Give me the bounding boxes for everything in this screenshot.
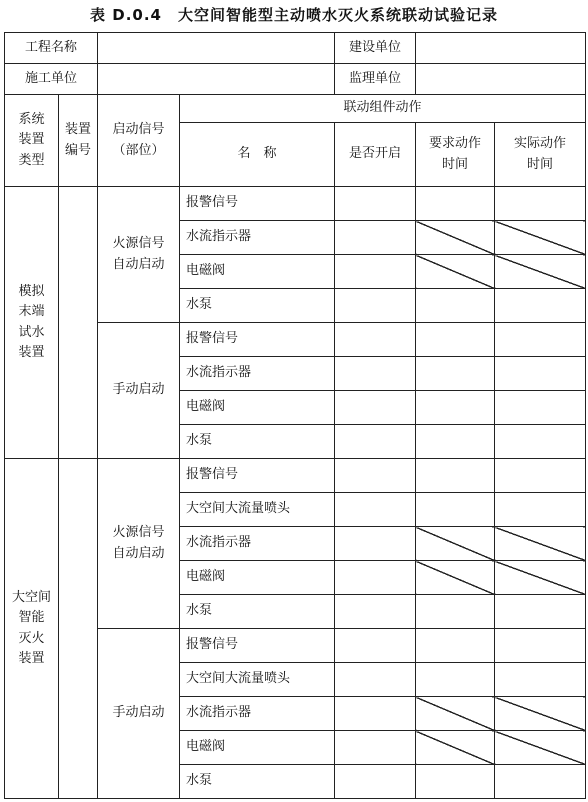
opened-cell[interactable]	[335, 765, 416, 799]
start-signal-cell	[98, 629, 180, 799]
header-line: 编号	[64, 142, 91, 158]
signal-line: 自动启动	[112, 256, 165, 272]
opened-cell[interactable]	[335, 255, 416, 289]
required-time-cell[interactable]	[416, 663, 495, 697]
component-name: 水流指示器	[180, 221, 335, 255]
header-line: 装置	[64, 122, 91, 138]
device-no-cell[interactable]	[59, 459, 98, 799]
required-time-cell[interactable]	[416, 323, 495, 357]
opened-cell[interactable]	[335, 629, 416, 663]
actual-time-cell-na	[495, 255, 586, 289]
opened-cell[interactable]	[335, 357, 416, 391]
actual-time-cell-na	[495, 731, 586, 765]
header-line: 实际动作	[513, 136, 566, 152]
component-name: 水泵	[180, 425, 335, 459]
actual-time-cell-na	[495, 561, 586, 595]
project-name-value[interactable]	[98, 33, 335, 64]
actual-time-cell[interactable]	[495, 323, 586, 357]
build-unit-label: 建设单位	[335, 33, 416, 64]
type-line: 智能	[18, 610, 45, 626]
required-time-cell[interactable]	[416, 425, 495, 459]
opened-cell[interactable]	[335, 289, 416, 323]
signal-line: 手动启动	[112, 705, 165, 721]
actual-time-cell-na	[495, 527, 586, 561]
actual-time-cell[interactable]	[495, 187, 586, 221]
component-name: 报警信号	[180, 629, 335, 663]
component-name: 电磁阀	[180, 255, 335, 289]
component-name: 水泵	[180, 595, 335, 629]
linkage-group-header: 联动组件动作	[180, 95, 586, 123]
construction-unit-value[interactable]	[98, 64, 335, 95]
actual-time-header	[495, 123, 586, 187]
type-line: 末端	[18, 304, 45, 320]
system-type-cell	[5, 187, 59, 459]
actual-time-cell[interactable]	[495, 765, 586, 799]
required-time-cell[interactable]	[416, 187, 495, 221]
opened-cell[interactable]	[335, 459, 416, 493]
name-header: 名 称	[180, 123, 335, 187]
opened-cell[interactable]	[335, 187, 416, 221]
required-time-header	[416, 123, 495, 187]
opened-cell[interactable]	[335, 731, 416, 765]
required-time-cell-na	[416, 527, 495, 561]
type-line: 试水	[18, 324, 45, 340]
start-signal-header	[98, 95, 180, 187]
required-time-cell[interactable]	[416, 629, 495, 663]
component-name: 报警信号	[180, 459, 335, 493]
linkage-test-record-table	[4, 32, 586, 799]
opened-cell[interactable]	[335, 527, 416, 561]
system-type-header	[5, 95, 59, 187]
required-time-cell[interactable]	[416, 391, 495, 425]
start-signal-cell	[98, 459, 180, 629]
required-time-cell-na	[416, 255, 495, 289]
signal-line: 火源信号	[112, 525, 165, 541]
actual-time-cell[interactable]	[495, 459, 586, 493]
component-name: 水流指示器	[180, 357, 335, 391]
opened-cell[interactable]	[335, 391, 416, 425]
opened-cell[interactable]	[335, 425, 416, 459]
required-time-cell[interactable]	[416, 595, 495, 629]
component-name: 报警信号	[180, 323, 335, 357]
opened-cell[interactable]	[335, 561, 416, 595]
header-line: 要求动作	[428, 136, 481, 152]
start-signal-cell	[98, 187, 180, 323]
document-title: 表 D.0.4 大空间智能型主动喷水灭火系统联动试验记录	[90, 6, 498, 24]
actual-time-cell[interactable]	[495, 357, 586, 391]
header-line: 时间	[441, 156, 468, 172]
actual-time-cell[interactable]	[495, 289, 586, 323]
header-line: 时间	[526, 156, 553, 172]
type-line: 灭火	[18, 630, 45, 646]
opened-cell[interactable]	[335, 697, 416, 731]
required-time-cell[interactable]	[416, 493, 495, 527]
header-line: 装置	[18, 132, 45, 148]
component-name: 水泵	[180, 765, 335, 799]
opened-cell[interactable]	[335, 493, 416, 527]
actual-time-cell[interactable]	[495, 425, 586, 459]
start-signal-cell	[98, 323, 180, 459]
header-line: 类型	[18, 152, 45, 168]
actual-time-cell[interactable]	[495, 391, 586, 425]
component-name: 电磁阀	[180, 731, 335, 765]
component-name: 电磁阀	[180, 391, 335, 425]
opened-cell[interactable]	[335, 595, 416, 629]
type-line: 大空间	[11, 590, 51, 606]
signal-line: 自动启动	[112, 545, 165, 561]
required-time-cell-na	[416, 731, 495, 765]
required-time-cell-na	[416, 221, 495, 255]
device-no-header	[59, 95, 98, 187]
opened-header: 是否开启	[335, 123, 416, 187]
actual-time-cell-na	[495, 697, 586, 731]
signal-line: 手动启动	[112, 382, 165, 398]
supervision-unit-label: 监理单位	[335, 64, 416, 95]
required-time-cell[interactable]	[416, 289, 495, 323]
component-name: 水泵	[180, 289, 335, 323]
build-unit-value[interactable]	[416, 33, 586, 64]
component-name: 大空间大流量喷头	[180, 493, 335, 527]
component-name: 水流指示器	[180, 697, 335, 731]
actual-time-cell-na	[495, 221, 586, 255]
actual-time-cell[interactable]	[495, 629, 586, 663]
required-time-cell[interactable]	[416, 459, 495, 493]
device-no-cell[interactable]	[59, 187, 98, 459]
type-line: 模拟	[18, 284, 45, 300]
required-time-cell-na	[416, 561, 495, 595]
component-name: 电磁阀	[180, 561, 335, 595]
system-type-cell	[5, 459, 59, 799]
type-line: 装置	[18, 650, 45, 666]
header-line: 启动信号	[112, 122, 165, 138]
actual-time-cell[interactable]	[495, 595, 586, 629]
project-name-label: 工程名称	[5, 33, 98, 64]
opened-cell[interactable]	[335, 323, 416, 357]
required-time-cell[interactable]	[416, 765, 495, 799]
type-line: 装置	[18, 344, 45, 360]
supervision-unit-value[interactable]	[416, 64, 586, 95]
component-name: 水流指示器	[180, 527, 335, 561]
construction-unit-label: 施工单位	[5, 64, 98, 95]
opened-cell[interactable]	[335, 221, 416, 255]
component-name: 报警信号	[180, 187, 335, 221]
header-line: （部位）	[112, 142, 165, 158]
required-time-cell-na	[416, 697, 495, 731]
opened-cell[interactable]	[335, 663, 416, 697]
actual-time-cell[interactable]	[495, 663, 586, 697]
required-time-cell[interactable]	[416, 357, 495, 391]
actual-time-cell[interactable]	[495, 493, 586, 527]
signal-line: 火源信号	[112, 236, 165, 252]
header-line: 系统	[18, 112, 45, 128]
component-name: 大空间大流量喷头	[180, 663, 335, 697]
